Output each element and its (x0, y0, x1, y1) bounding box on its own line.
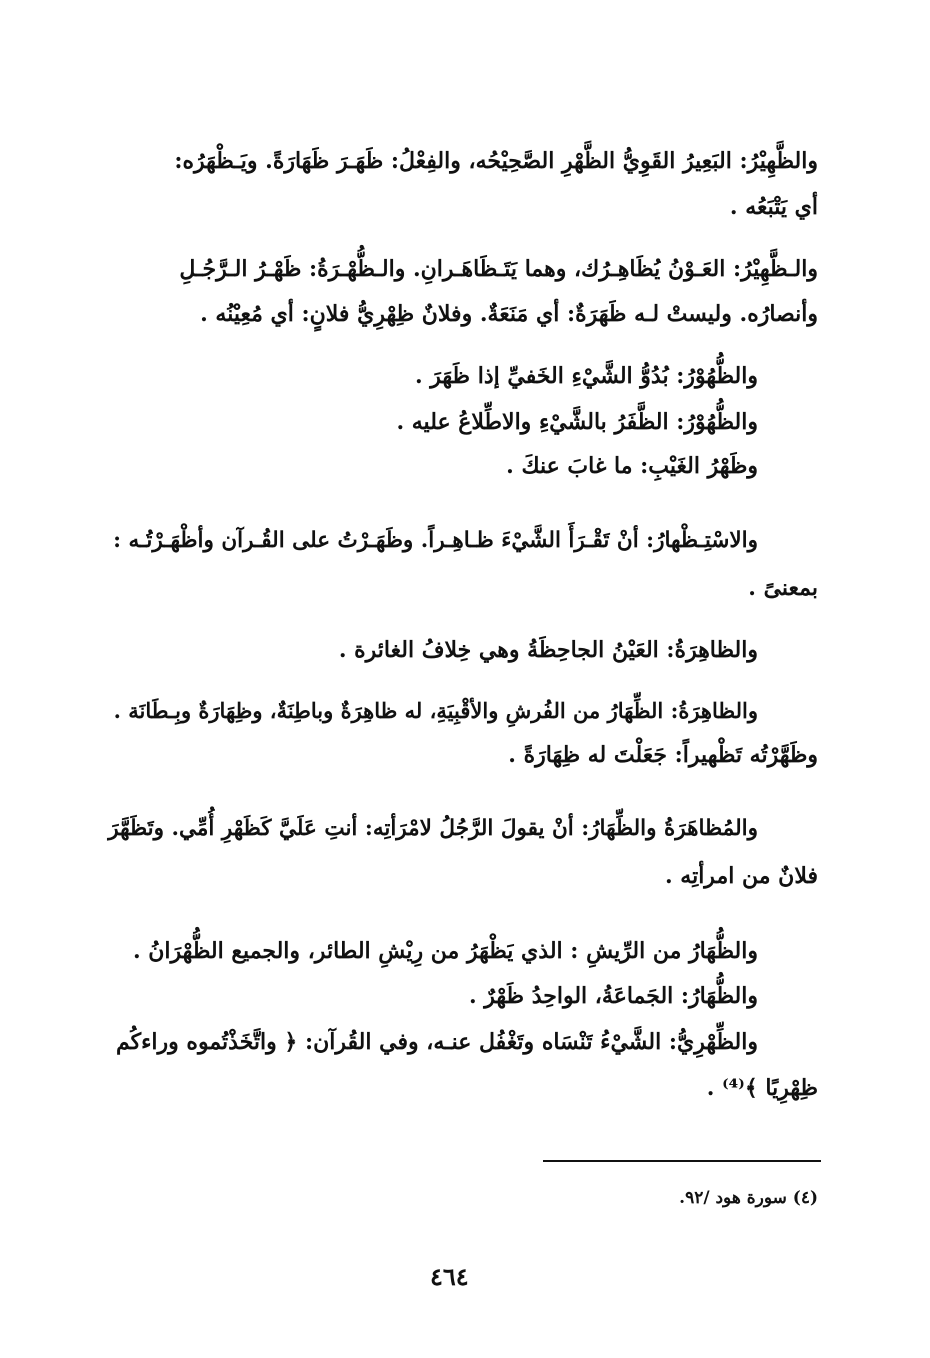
entry-line: وأنصارُه. وليستْ لـه ظَهَرَةٌ: أي مَنَعَةٌ. وفلانٌ ظِهْرِيُّ فلانٍ: أي مُعِيْنُه . (200, 301, 818, 327)
entry-line: والظُّهُوْرُ: الظَّفَرُ بالشَّيْءِ والاطِّلاعُ عليه . (396, 409, 758, 435)
entry-line: والـظَّهِيْرُ: العَـوْنُ يُظَاهِـرُك، وهما يَتَـظَاهَـرانِ. والـظُّهْـرَةُ: ظَهْـرُ الـرَّجُـلِ (179, 256, 818, 282)
entry-line: ظِهْرِيًا ﴾⁽⁴⁾ . (706, 1075, 818, 1101)
entry-line: والظُّهُوْرُ: بُدُوُّ الشَّيْءِ الخَفيِّ إذا ظَهَرَ . (414, 363, 758, 389)
entry-line: والاسْتِـظْهارُ: أنْ تَقْـرَأَ الشَّيْءَ ظـاهِـراً. وظَهَـرْتُ على القُـرآن وأظْهَـرْتُـه : (113, 528, 758, 553)
footnote-separator (543, 1160, 821, 1162)
entry-line: فلانٌ من امرأتِه . (664, 863, 818, 889)
entry-line: وظَهْرُ الغَيْبِ: ما غابَ عنكَ . (506, 453, 758, 479)
entry-line: والظِّهْرِيُّ: الشَّيْءُ تَنْسَاه وتَغْفُل عنـه، وفي القُرآن: ﴿ واتَّخَذْتُموه وراءكُم (115, 1029, 758, 1055)
entry-line: والمُظاهَرَةُ والظِّهَارُ: أنْ يقولَ الرَّجُلُ لامْرَأتِه: أنتِ عَلَيَّ كَظَهْرِ أُمِّي. وتَظَهَّرَ (108, 816, 758, 841)
entry-line: والظُّهَارُ من الرِّيشِ : الذي يَظْهَرُ من رِيْشِ الطائر، والجميع الظُّهْرَانُ . (132, 938, 758, 964)
entry-line: والظَّهِيْرُ: البَعِيرُ القَوِيُّ الظَّهْرِ الصَّحِيْحُه، والفِعْلُ: ظَهَـرَ ظَهَارَةً. ويَـظْهَرُه: (174, 148, 818, 174)
entry-line: وظَهَّرْتُه تَظْهيراً: جَعَلْتَ له ظِهَارَةً . (508, 742, 818, 768)
entry-line: بمعنىً . (748, 575, 818, 601)
entry-line: والظاهِرَةُ: الظِّهَارُ من الفُرشِ والأقْبِيَةِ، له ظاهِرَةٌ وباطِنَةٌ، وظِهَارَةٌ وبِـطَانَة . (113, 698, 758, 723)
page-number: ٤٦٤ (430, 1262, 469, 1291)
entry-line: والظاهِرَةُ: العَيْنُ الجاحِظَةُ وهي خِلافُ الغائرة . (338, 637, 758, 663)
entry-line: والظُّهَارُ: الجَماعَةُ، الواحِدُ ظَهْرٌ . (468, 983, 758, 1009)
footnote: (٤) سورة هود /٩٢. (679, 1188, 818, 1208)
entry-line: أي يَتْبَعُه . (729, 194, 818, 220)
